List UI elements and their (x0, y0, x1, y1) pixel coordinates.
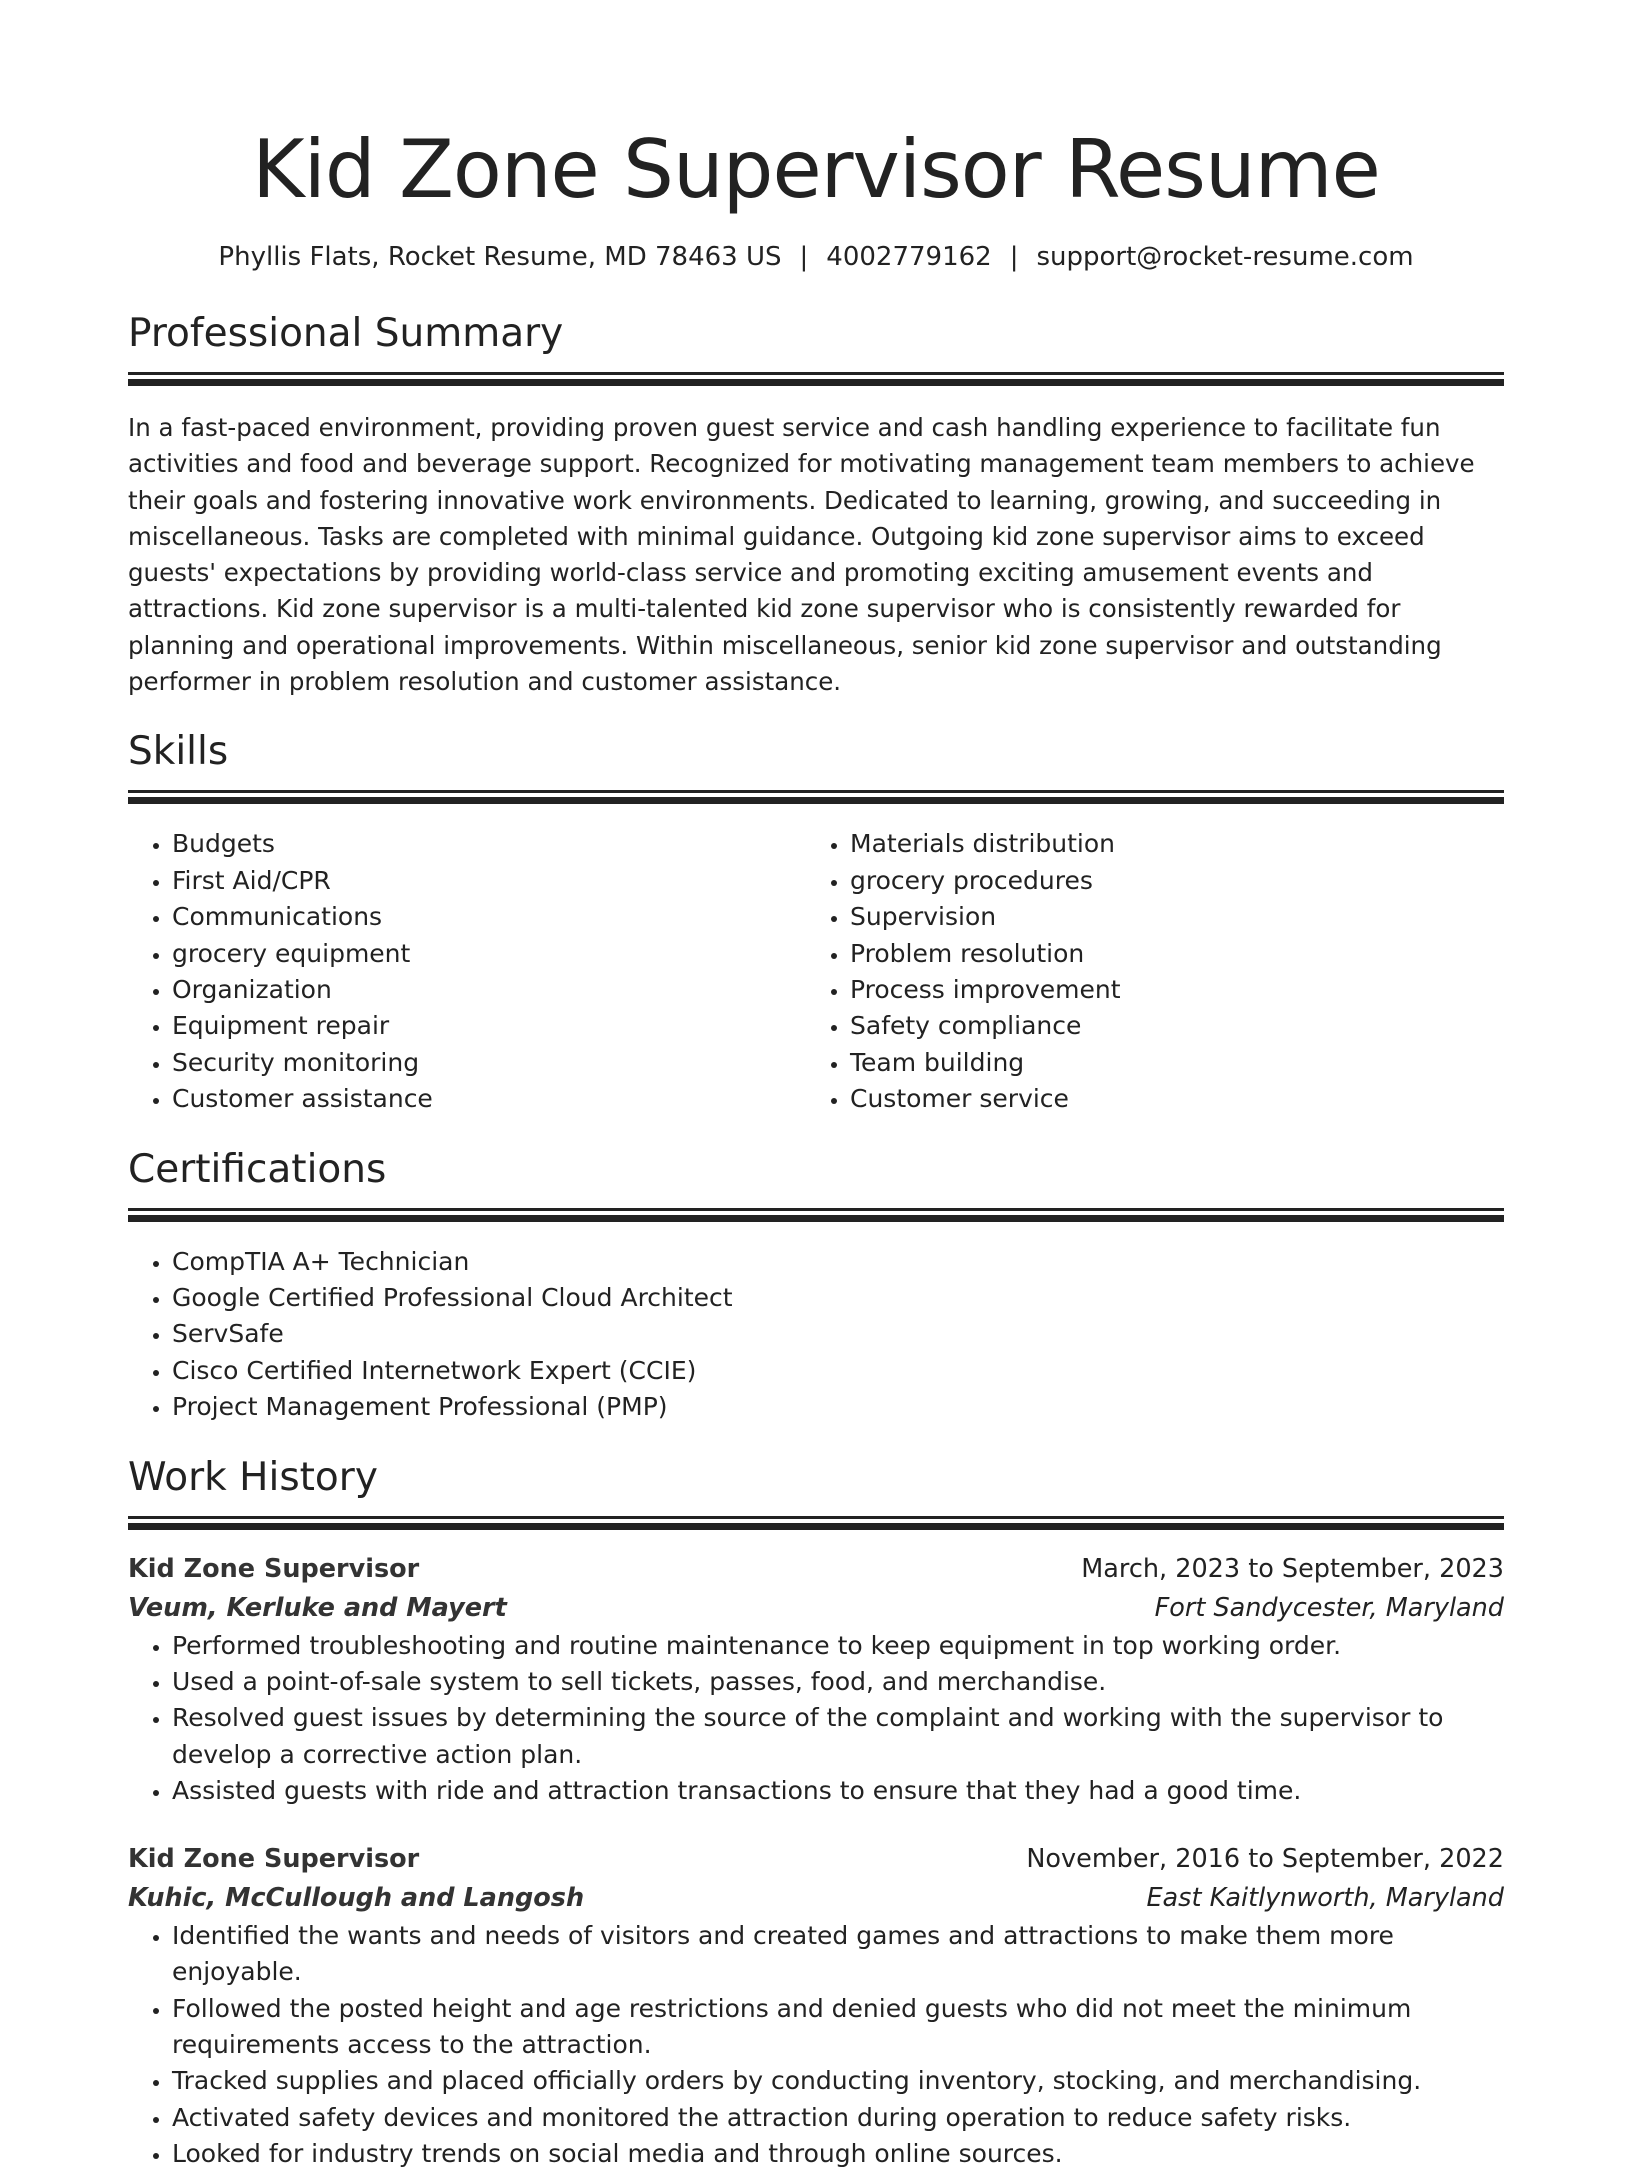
list-item: • Identified the wants and needs of visitors and created games and attractions to make them more enjoyable. (172, 1918, 1504, 1991)
contact-separator: | (1009, 242, 1019, 272)
list-item: • First Aid/CPR (172, 863, 806, 899)
skills-heading: Skills (128, 729, 229, 775)
list-item: • grocery equipment (172, 936, 806, 972)
summary-heading: Professional Summary (128, 311, 564, 356)
work-history-section (128, 1454, 1504, 2173)
job-subheader-row (128, 1879, 1504, 1918)
skills-grid (128, 826, 1504, 1117)
skills-section (128, 728, 1504, 1117)
certifications-heading: Certifications (128, 1146, 387, 1192)
list-item: • Tracked supplies and placed officially orders by conducting inventory, stocking, and merchandising. (172, 2063, 1504, 2099)
list-item: • Organization (172, 972, 806, 1008)
list-item: • Process improvement (850, 972, 1484, 1008)
skills-list-right (806, 826, 1484, 1117)
work-history-heading: Work History (128, 1454, 378, 1500)
list-item: • Assisted guests with ride and attraction transactions to ensure that they had a good time. (172, 1773, 1504, 1809)
list-item: • Performed troubleshooting and routine maintenance to keep equipment in top working order. (172, 1628, 1504, 1664)
list-item: • Problem resolution (850, 936, 1484, 972)
job-dates: November, 2016 to September, 2022 (1026, 1843, 1504, 1874)
list-item: • Supervision (850, 899, 1484, 935)
contact-email: support@rocket-resume.com (1036, 242, 1414, 272)
list-item: • Safety compliance (850, 1008, 1484, 1044)
job-title: Kid Zone Supervisor (128, 1553, 420, 1584)
list-item: • Customer service (850, 1081, 1484, 1117)
job-entry (128, 1550, 1504, 1810)
list-item: • Resolved guest issues by determining the source of the complaint and working with the supervisor to develop a corrective action plan. (172, 1700, 1504, 1773)
job-entry (128, 1840, 1504, 2173)
job-location: East Kaitlynworth, Maryland (1146, 1882, 1504, 1913)
list-item: • Materials distribution (850, 826, 1484, 862)
list-item: • CompTIA A+ Technician (172, 1244, 1504, 1280)
list-item: • ServSafe (172, 1316, 1504, 1352)
list-item: • Looked for industry trends on social media and through online sources. (172, 2136, 1504, 2172)
list-item: • Activated safety devices and monitored the attraction during operation to reduce safety risks. (172, 2100, 1504, 2136)
summary-section (128, 310, 1504, 700)
job-duties-list (128, 1918, 1504, 2173)
job-company: Veum, Kerluke and Mayert (128, 1592, 507, 1623)
list-item: • Customer assistance (172, 1081, 806, 1117)
job-subheader-row (128, 1589, 1504, 1628)
skills-list-left (128, 826, 806, 1117)
list-item: • Project Management Professional (PMP) (172, 1389, 1504, 1425)
section-divider (128, 1208, 1504, 1211)
job-company: Kuhic, McCullough and Langosh (128, 1882, 585, 1913)
summary-text: In a fast-paced environment, providing proven guest service and cash handling experience to facilitate fun activities and food and beverage support. Recognized for motivating management team members to achieve their goals and fostering innovative work environments. Dedicated to learning, growing, and succeeding in miscellaneous. Tasks are completed with minimal guidance. Outgoing kid zone supervisor aims to exceed guests' expectations by providing world-class service and promoting exciting amusement events and attractions. Kid zone supervisor is a multi-talented kid zone supervisor who is consistently rewarded for planning and operational improvements. Within miscellaneous, senior kid zone supervisor and outstanding performer in problem resolution and customer assistance. (128, 413, 1475, 697)
list-item: • Team building (850, 1045, 1484, 1081)
skills-column-right (806, 826, 1484, 1117)
job-location: Fort Sandycester, Maryland (1154, 1592, 1504, 1623)
list-item: • Communications (172, 899, 806, 935)
list-item: • Security monitoring (172, 1045, 806, 1081)
list-item: • Cisco Certified Internetwork Expert (CCIE) (172, 1353, 1504, 1389)
certifications-list (128, 1244, 1504, 1426)
job-title: Kid Zone Supervisor (128, 1843, 420, 1874)
section-divider (128, 790, 1504, 793)
contact-line (128, 240, 1504, 274)
job-duties-list (128, 1628, 1504, 1810)
job-header-row (128, 1840, 1504, 1879)
list-item: • Equipment repair (172, 1008, 806, 1044)
list-item: • Followed the posted height and age restrictions and denied guests who did not meet the minimum requirements access to the attraction. (172, 1991, 1504, 2064)
list-item: • Google Certified Professional Cloud Architect (172, 1280, 1504, 1316)
resume-title: Kid Zone Supervisor Resume (252, 123, 1380, 216)
job-dates: March, 2023 to September, 2023 (1081, 1553, 1504, 1584)
list-item: • Budgets (172, 826, 806, 862)
contact-separator: | (799, 242, 809, 272)
section-divider (128, 372, 1504, 375)
list-item: • Used a point-of-sale system to sell tickets, passes, food, and merchandise. (172, 1664, 1504, 1700)
skills-column-left (128, 826, 806, 1117)
section-divider (128, 1516, 1504, 1519)
contact-phone: 4002779162 (826, 242, 992, 272)
contact-address: Phyllis Flats, Rocket Resume, MD 78463 US (218, 242, 782, 272)
job-header-row (128, 1550, 1504, 1589)
certifications-section (128, 1146, 1504, 1426)
list-item: • grocery procedures (850, 863, 1484, 899)
